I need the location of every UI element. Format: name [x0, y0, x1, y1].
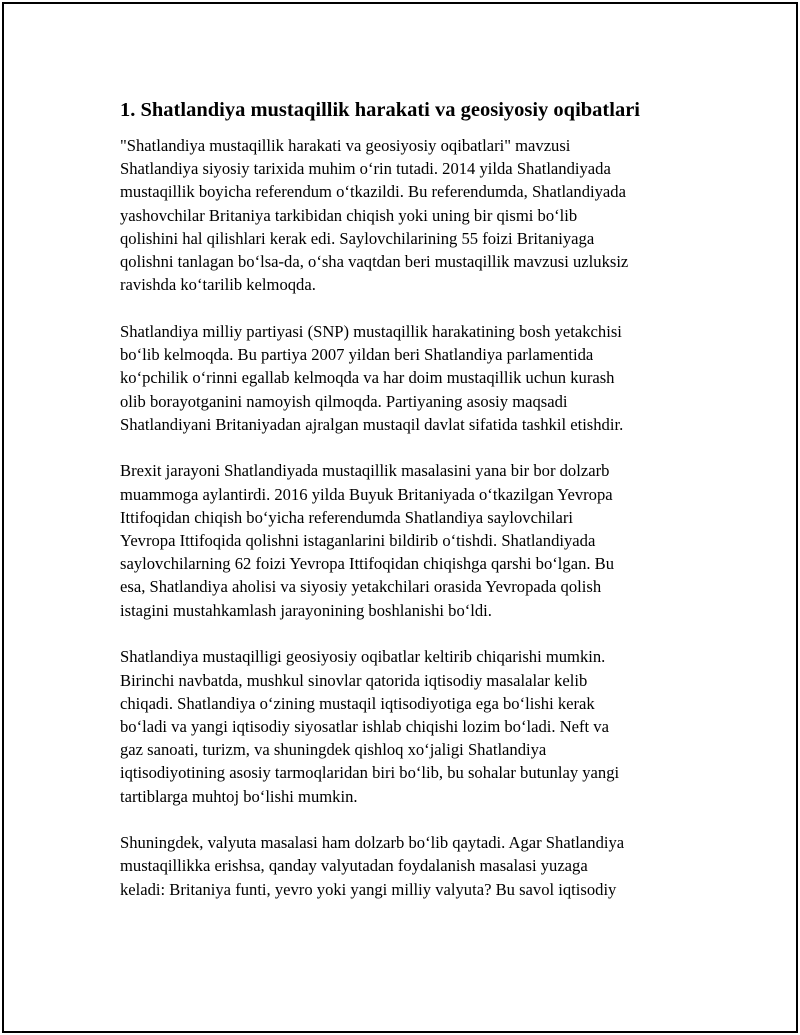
paragraph-5: [120, 831, 690, 901]
text-line: chiqadi. Shatlandiya oʻzining mustaqil iqtisodiyotiga ega boʻlishi kerak: [120, 693, 595, 713]
text-line: boʻlib kelmoqda. Bu partiya 2007 yildan beri Shatlandiya parlamentida: [120, 345, 594, 365]
text-line: olib borayotganini namoyish qilmoqda. Partiyaning asosiy maqsadi: [120, 391, 568, 411]
section-heading: 1. Shatlandiya mustaqillik harakati va geosiyosiy oqibatlari: [120, 99, 640, 121]
paragraph-4: [120, 645, 690, 807]
text-line: Shatlandiya mustaqilligi geosiyosiy oqibatlar keltirib chiqarishi mumkin.: [120, 647, 606, 667]
text-line: Shatlandiya siyosiy tarixida muhim oʻrin tutadi. 2014 yilda Shatlandiyada: [120, 159, 611, 179]
text-line: istagini mustahkamlash jarayonining boshlanishi boʻldi.: [120, 600, 492, 620]
text-line: koʻpchilik oʻrinni egallab kelmoqda va har doim mustaqillik uchun kurash: [120, 368, 615, 388]
text-line: Shuningdek, valyuta masalasi ham dolzarb boʻlib qaytadi. Agar Shatlandiya: [120, 833, 625, 853]
text-line: keladi: Britaniya funti, yevro yoki yangi milliy valyuta? Bu savol iqtisodiy: [120, 879, 617, 899]
text-line: qolishini hal qilishlari kerak edi. Saylovchilarining 55 foizi Britaniyaga: [120, 228, 595, 248]
text-line: qolishni tanlagan boʻlsa-da, oʻsha vaqtdan beri mustaqillik mavzusi uzluksiz: [120, 252, 629, 272]
text-line: esa, Shatlandiya aholisi va siyosiy yetakchilari orasida Yevropada qolish: [120, 577, 602, 597]
page-frame: [2, 2, 798, 1033]
text-line: Ittifoqidan chiqish boʻyicha referendumda Shatlandiya saylovchilari: [120, 507, 573, 527]
text-line: mustaqillik boyicha referendum oʻtkazildi. Bu referendumda, Shatlandiyada: [120, 182, 626, 202]
document-body: [120, 96, 690, 924]
paragraph-2: [120, 320, 690, 436]
text-line: tartiblarga muhtoj boʻlishi mumkin.: [120, 786, 358, 806]
text-line: Shatlandiyani Britaniyadan ajralgan mustaqil davlat sifatida tashkil etishdir.: [120, 414, 624, 434]
paragraph-3: [120, 459, 690, 621]
text-line: iqtisodiyotining asosiy tarmoqlaridan biri boʻlib, bu sohalar butunlay yangi: [120, 763, 620, 783]
paragraph-1: [120, 134, 690, 296]
text-line: yashovchilar Britaniya tarkibidan chiqish yoki uning bir qismi boʻlib: [120, 205, 578, 225]
text-line: gaz sanoati, turizm, va shuningdek qishloq xoʻjaligi Shatlandiya: [120, 740, 547, 760]
text-line: saylovchilarning 62 foizi Yevropa Ittifoqidan chiqishga qarshi boʻlgan. Bu: [120, 554, 615, 574]
text-line: Birinchi navbatda, mushkul sinovlar qatorida iqtisodiy masalalar kelib: [120, 670, 588, 690]
text-line: Brexit jarayoni Shatlandiyada mustaqillik masalasini yana bir bor dolzarb: [120, 461, 610, 481]
text-line: muammoga aylantirdi. 2016 yilda Buyuk Britaniyada oʻtkazilgan Yevropa: [120, 484, 613, 504]
text-line: "Shatlandiya mustaqillik harakati va geosiyosiy oqibatlari" mavzusi: [120, 136, 571, 155]
text-line: Yevropa Ittifoqida qolishni istaganlarini bildirib oʻtishdi. Shatlandiyada: [120, 531, 596, 551]
text-line: mustaqillikka erishsa, qanday valyutadan foydalanish masalasi yuzaga: [120, 856, 588, 876]
text-line: Shatlandiya milliy partiyasi (SNP) mustaqillik harakatining bosh yetakchisi: [120, 321, 622, 341]
text-line: ravishda koʻtarilib kelmoqda.: [120, 275, 316, 295]
text-line: boʻladi va yangi iqtisodiy siyosatlar ishlab chiqishi lozim boʻladi. Neft va: [120, 716, 609, 736]
